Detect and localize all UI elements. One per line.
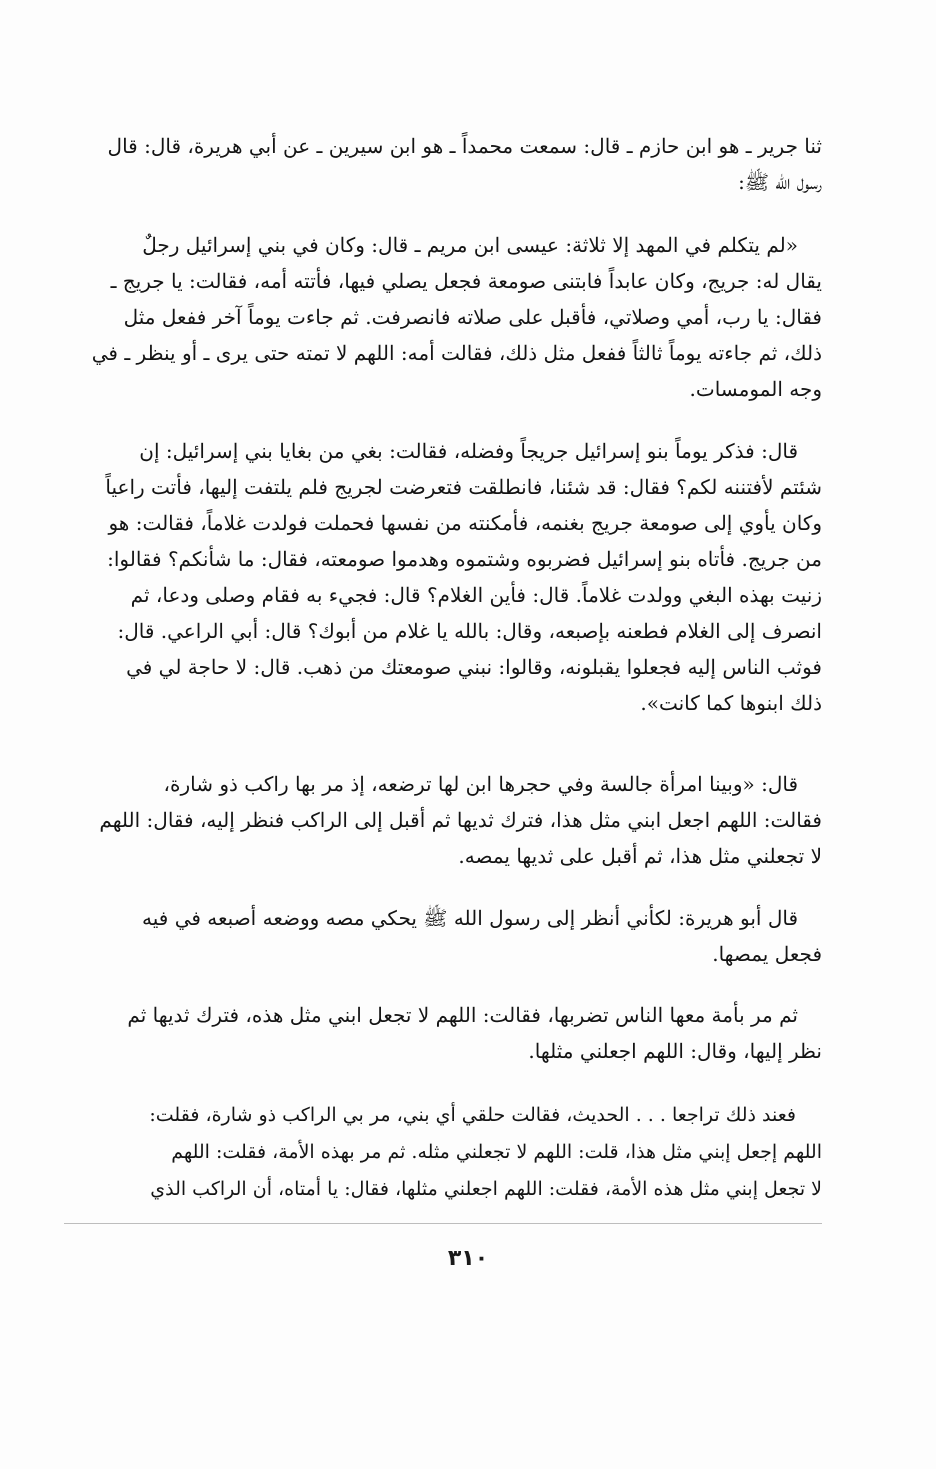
paragraph-slave-woman bbox=[64, 997, 822, 1069]
text-line: زنيت بهذه البغي وولدت غلاماً. قال: فأين الغلام؟ قال: فجيء به فقام وصلى ودعا، ثم bbox=[130, 583, 822, 607]
text-line: ثنا جرير ـ هو ابن حازم ـ قال: سمعت محمداً ـ هو ابن سيرين ـ عن أبي هريرة، قال: قال bbox=[107, 134, 822, 158]
text-line: يقال له: جريج، وكان عابداً فابتنى صومعة فجعل يصلي فيها، فأتته أمه، فقالت: يا جريج ـ bbox=[110, 269, 822, 293]
text-line: وجه المومسات. bbox=[689, 377, 822, 401]
paragraph-hadith-opening bbox=[64, 227, 822, 407]
text-line: وكان يأوي إلى صومعة جريج بغنمه، فأمكنته من نفسها فحملت فولدت غلاماً، فقالت: هو bbox=[108, 511, 822, 535]
text-line: ثم مر بأمة معها الناس تضربها، فقالت: اللهم لا تجعل ابني مثل هذه، فترك ثديها ثم bbox=[127, 1003, 798, 1027]
text-line: «لم يتكلم في المهد إلا ثلاثة: عيسى ابن مريم ـ قال: وكان في بني إسرائيل رجلٌ bbox=[142, 233, 798, 257]
text-line: شئتم لأفتننه لكم؟ فقال: قد شئنا، فانطلقت فتعرضت لجريج فلم يلتفت إليها، فأتت راعياً bbox=[105, 475, 822, 499]
footnote-line: فعند ذلك تراجعا . . . الحديث، فقالت حلقي أي بني، مر بي الراكب ذو شارة، فقلت: bbox=[149, 1104, 796, 1126]
text-line: فجعل يمصها. bbox=[712, 942, 822, 966]
text-line: فقال: يا رب، أمي وصلاتي، فأقبل على صلاته فانصرفت. ثم جاءت يوماً آخر ففعل مثل bbox=[123, 305, 822, 329]
footnote-divider bbox=[64, 1223, 822, 1224]
text-line: رسول الله ﷺ: bbox=[738, 170, 822, 194]
footnote-line: اللهم إجعل إبني مثل هذا، قلت: اللهم لا تجعلني مثله. ثم مر بهذه الأمة، فقلت: اللهم bbox=[171, 1141, 822, 1163]
text-line: فوثب الناس إليه فجعلوا يقبلونه، وقالوا: نبني صومعتك من ذهب. قال: لا حاجة لي في bbox=[126, 655, 822, 679]
text-line: ذلك، ثم جاءته يوماً ثالثاً ففعل مثل ذلك، فقالت أمه: اللهم لا تمته حتى يرى ـ أو ينظر ـ في bbox=[91, 341, 822, 365]
paragraph-nursing-woman bbox=[64, 766, 822, 874]
page-number: ٣١٠ bbox=[447, 1246, 489, 1271]
paragraph-jurayj-story bbox=[64, 433, 822, 721]
paragraph-isnad bbox=[64, 128, 822, 200]
text-line: نظر إليها، وقال: اللهم اجعلني مثلها. bbox=[528, 1039, 822, 1063]
text-line: فقالت: اللهم اجعل ابني مثل هذا، فترك ثديها ثم أقبل إلى الراكب فنظر إليه، فقال: اللهم bbox=[99, 808, 822, 832]
text-line: قال: «وبينا امرأة جالسة وفي حجرها ابن لها ترضعه، إذ مر بها راكب ذو شارة، bbox=[163, 772, 798, 796]
footnote-block bbox=[64, 1097, 822, 1208]
text-line: انصرف إلى الغلام فطعنه بإصبعه، وقال: بالله يا غلام من أبوك؟ قال: أبي الراعي. قال: bbox=[117, 619, 822, 643]
text-line: من جريج. فأتاه بنو إسرائيل فضربوه وشتموه وهدموا صومعته، فقال: ما شأنكم؟ فقالوا: bbox=[107, 547, 822, 571]
text-line: قال أبو هريرة: لكأني أنظر إلى رسول الله ﷺ يحكي مصه ووضعه أصبعه في فيه bbox=[142, 906, 798, 930]
text-line: قال: فذكر يوماً بنو إسرائيل جريجاً وفضله، فقالت: بغي من بغايا بني إسرائيل: إن bbox=[139, 439, 798, 463]
footnote-line: لا تجعل إبني مثل هذه الأمة، فقلت: اللهم اجعلني مثلها، فقال: يا أمتاه، أن الراكب الذي bbox=[150, 1178, 822, 1200]
text-line: لا تجعلني مثل هذا، ثم أقبل على ثديها يمصه. bbox=[458, 844, 822, 868]
paragraph-abu-hurayra bbox=[64, 900, 822, 972]
text-line: ذلك ابنوها كما كانت». bbox=[640, 691, 822, 715]
